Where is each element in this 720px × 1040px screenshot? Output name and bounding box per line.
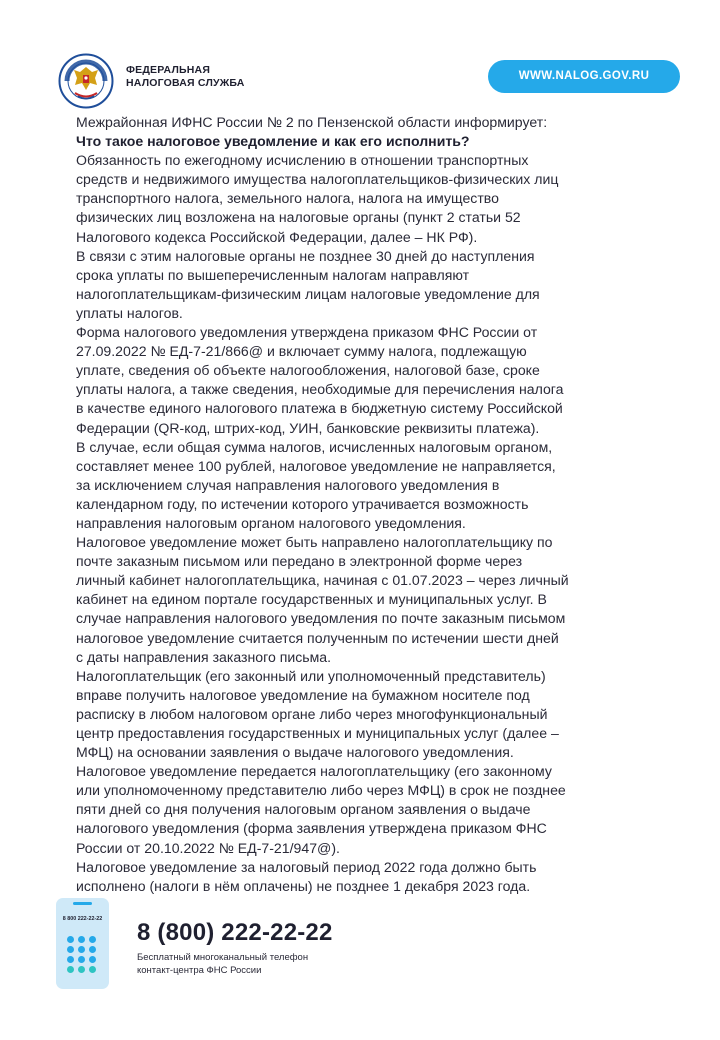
text-line: МФЦ) на основании заявления о выдаче налогового уведомления.: [76, 744, 514, 761]
text-line: транспортного налога, земельного налога, налога на имущество: [76, 190, 499, 207]
hotline-caption: [137, 951, 308, 977]
intro-line: Межрайонная ИФНС России № 2 по Пензенской области информирует:: [76, 114, 548, 130]
text-line: Налоговое уведомление может быть направлено налогоплательщику по: [76, 534, 553, 551]
text-line: В случае, если общая сумма налогов, исчисленных налоговым органом,: [76, 438, 553, 455]
keypad-dot: [67, 956, 74, 963]
text-line: физических лиц возложена на налоговые органы (пункт 2 статьи 52: [76, 209, 521, 226]
organization-name: [126, 64, 245, 90]
keypad-dot: [67, 966, 74, 973]
keypad-dot: [78, 956, 85, 963]
hotline-phone-number[interactable]: 8 (800) 222-22-22: [137, 919, 333, 946]
org-name-line1: ФЕДЕРАЛЬНАЯ: [126, 64, 211, 76]
keypad-dot: [78, 966, 85, 973]
org-name-line2: НАЛОГОВАЯ СЛУЖБА: [126, 77, 245, 89]
keypad-dot: [78, 936, 85, 943]
text-line: России от 20.10.2022 № ЕД-7-21/947@).: [76, 839, 340, 856]
contact-center-block: [56, 898, 386, 990]
text-line: за исключением случая направления налогового уведомления в: [76, 476, 500, 493]
text-line: в качестве единого налогового платежа в бюджетную систему Российской: [76, 400, 563, 417]
caption-line1: Бесплатный многоканальный телефон: [137, 952, 309, 963]
text-line: уплате, сведения об объекте налогообложения, налоговой базе, сроке: [76, 362, 540, 379]
text-line: Налоговое уведомление передается налогоплательщику (его законному: [76, 763, 552, 780]
text-line: Обязанность по ежегодному исчислению в отношении транспортных: [76, 152, 529, 169]
text-line: с даты направления заказного письма.: [76, 648, 332, 665]
text-line: личный кабинет налогоплательщика, начиная с 01.07.2023 – через личный: [76, 572, 569, 589]
text-line: почте заказным письмом или передано в электронной форме через: [76, 553, 523, 570]
notice-body: [76, 113, 686, 896]
text-line: календарном году, по истечении которого утрачивается возможность: [76, 495, 529, 512]
text-line: налогового уведомления (форма заявления утверждена приказом ФНС: [76, 820, 547, 837]
website-link-button[interactable]: WWW.NALOG.GOV.RU: [488, 60, 680, 93]
keypad-dot: [89, 956, 96, 963]
text-line: 27.09.2022 № ЕД-7-21/866@ и включает сумму налога, подлежащую: [76, 343, 527, 360]
keypad-dot: [67, 946, 74, 953]
text-line: налогоплательщикам-физическим лицам налоговые уведомление для: [76, 285, 540, 302]
text-line: вправе получить налоговое уведомление на бумажном носителе под: [76, 686, 530, 703]
keypad-dot: [89, 936, 96, 943]
phone-screen-number: 8 800 222-22-22: [62, 916, 103, 922]
question-heading: Что такое налоговое уведомление и как его исполнить?: [76, 133, 470, 150]
text-line: средств и недвижимого имущества налогоплательщиков-физических лиц: [76, 171, 559, 188]
text-line: срока уплаты по вышеперечисленным налогам направляют: [76, 266, 470, 283]
phone-keypad: [67, 936, 100, 973]
phone-icon: [56, 898, 109, 989]
text-line: налоговое уведомление считается полученным по истечении шести дней: [76, 629, 559, 646]
text-line: или уполномоченному представителю либо через МФЦ) в срок не позднее: [76, 782, 566, 799]
text-line: уплаты налога, а также сведения, необходимые для перечисления налога: [76, 381, 564, 398]
text-line: пяти дней со дня получения налоговым органом заявления о выдаче: [76, 801, 531, 818]
keypad-dot: [67, 936, 74, 943]
text-line: Налогоплательщик (его законный или уполномоченный представитель): [76, 667, 546, 684]
text-line: случае направления налогового уведомления по почте заказным письмом: [76, 610, 566, 627]
caption-line2: контакт-центра ФНС России: [137, 965, 262, 976]
text-line: Налогового кодекса Российской Федерации, далее – НК РФ).: [76, 228, 478, 245]
keypad-dot: [78, 946, 85, 953]
text-line: центр предоставления государственных и муниципальных услуг (далее –: [76, 725, 559, 741]
text-line: составляет менее 100 рублей, налоговое уведомление не направляется,: [76, 457, 556, 474]
text-line: кабинет на едином портале государственных и муниципальных услуг. В: [76, 591, 547, 608]
page-header: [58, 53, 682, 109]
text-line: расписку в любом налоговом органе либо через многофункциональный: [76, 705, 548, 722]
text-line: направления налоговым органом налогового уведомления.: [76, 514, 466, 531]
phone-notch: [73, 902, 92, 905]
text-line: исполнено (налоги в нём оплачены) не позднее 1 декабря 2023 года.: [76, 877, 531, 894]
text-line: В связи с этим налоговые органы не позднее 30 дней до наступления: [76, 247, 535, 264]
fns-emblem-logo: [58, 53, 116, 109]
text-line: уплаты налогов.: [76, 304, 183, 321]
text-line: Форма налогового уведомления утверждена приказом ФНС России от: [76, 324, 538, 341]
keypad-dot: [89, 966, 96, 973]
text-line: Федерации (QR-код, штрих-код, УИН, банковские реквизиты платежа).: [76, 419, 540, 436]
text-line: Налоговое уведомление за налоговый период 2022 года должно быть: [76, 858, 537, 875]
keypad-dot: [89, 946, 96, 953]
